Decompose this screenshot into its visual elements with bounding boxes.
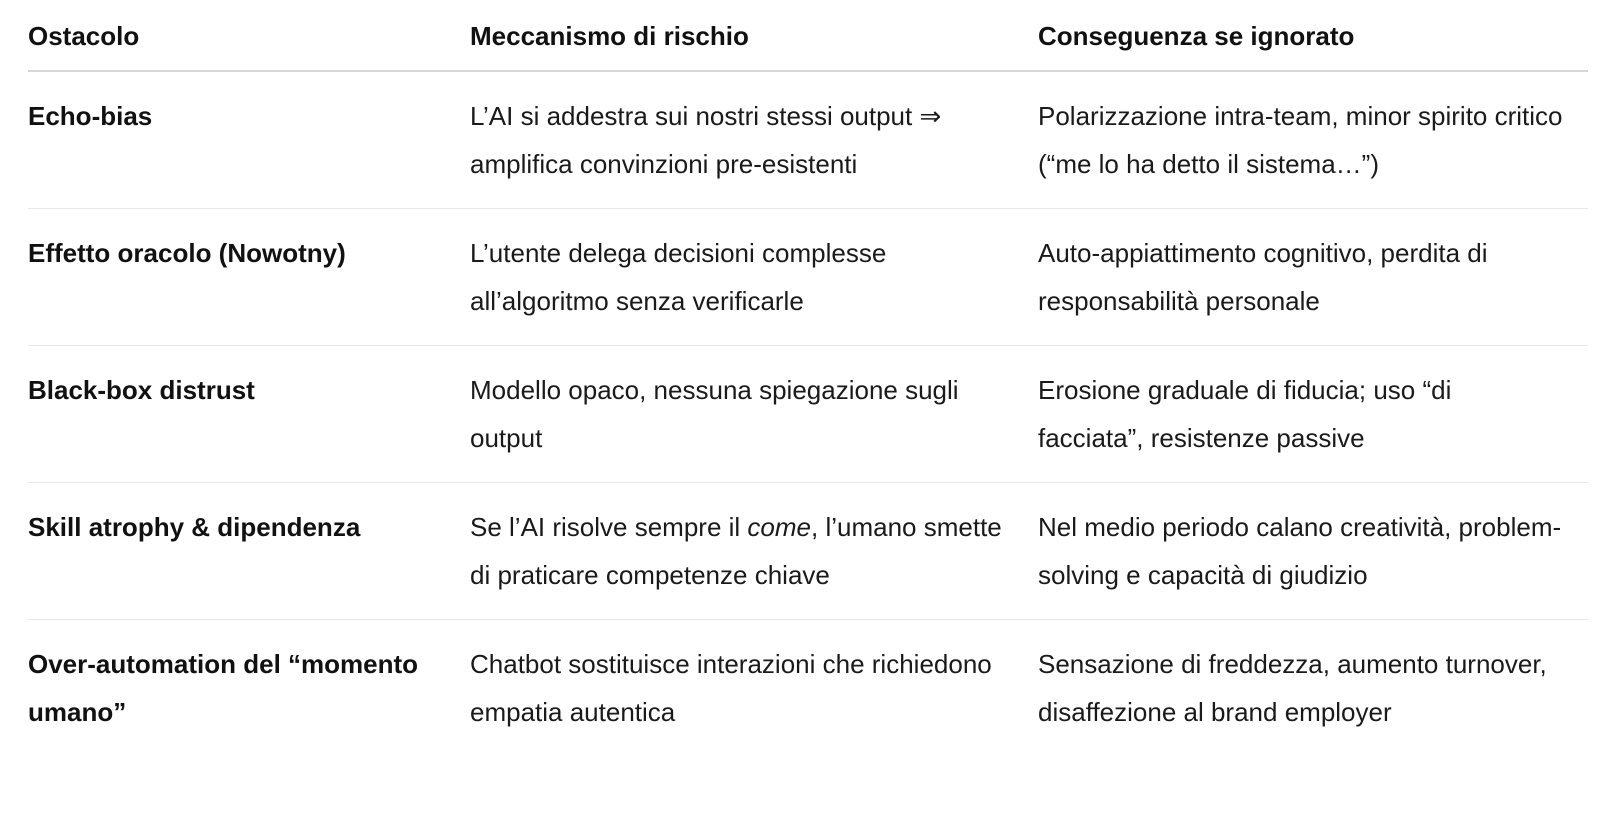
obstacle-cell: Effetto oracolo (Nowotny) [28, 209, 470, 346]
table-row [28, 483, 1588, 620]
mechanism-cell: Chatbot sostituisce interazioni che richiedono empatia autentica [470, 649, 992, 727]
table-row [28, 209, 1588, 346]
header-row [28, 0, 1588, 71]
obstacle-cell: Black-box distrust [28, 346, 470, 483]
consequence-cell: Polarizzazione intra-team, minor spirito critico (“me lo ha detto il sistema…”) [1038, 71, 1588, 209]
header-mechanism: Meccanismo di rischio [470, 0, 1038, 71]
table-header [28, 0, 1588, 71]
obstacle-cell: Skill atrophy & dipendenza [28, 483, 470, 620]
table-body [28, 71, 1588, 756]
mechanism-cell: Modello opaco, nessuna spiegazione sugli output [470, 346, 1038, 483]
mechanism-cell: L’utente delega decisioni complesse all’algoritmo senza verificarle [470, 209, 1038, 346]
risk-table [28, 0, 1588, 756]
consequence-cell: Auto-appiattimento cognitivo, perdita di responsabilità personale [1038, 209, 1588, 346]
mechanism-text-after: , l’umano smette di praticare competenze chiave [470, 512, 1002, 590]
consequence-cell: Nel medio periodo calano creatività, problem-solving e capacità di giudizio [1038, 483, 1588, 620]
consequence-cell: Erosione graduale di fiducia; uso “di facciata”, resistenze passive [1038, 346, 1588, 483]
table-row [28, 620, 1588, 757]
obstacle-cell: Echo-bias [28, 71, 470, 209]
mechanism-text-before: Se l’AI risolve sempre il [470, 512, 748, 542]
obstacle-cell: Over-automation del “momento umano” [28, 649, 419, 727]
header-obstacle: Ostacolo [28, 0, 470, 71]
risk-table-container [28, 0, 1588, 756]
mechanism-emphasis: come [747, 512, 811, 542]
mechanism-cell [470, 483, 1038, 620]
mechanism-cell: L’AI si addestra sui nostri stessi output ⇒ amplifica convinzioni pre-esistenti [470, 71, 1038, 209]
table-row [28, 346, 1588, 483]
header-consequence: Conseguenza se ignorato [1038, 0, 1588, 71]
table-row [28, 71, 1588, 209]
consequence-cell: Sensazione di freddezza, aumento turnover, disaffezione al brand employer [1038, 649, 1547, 727]
